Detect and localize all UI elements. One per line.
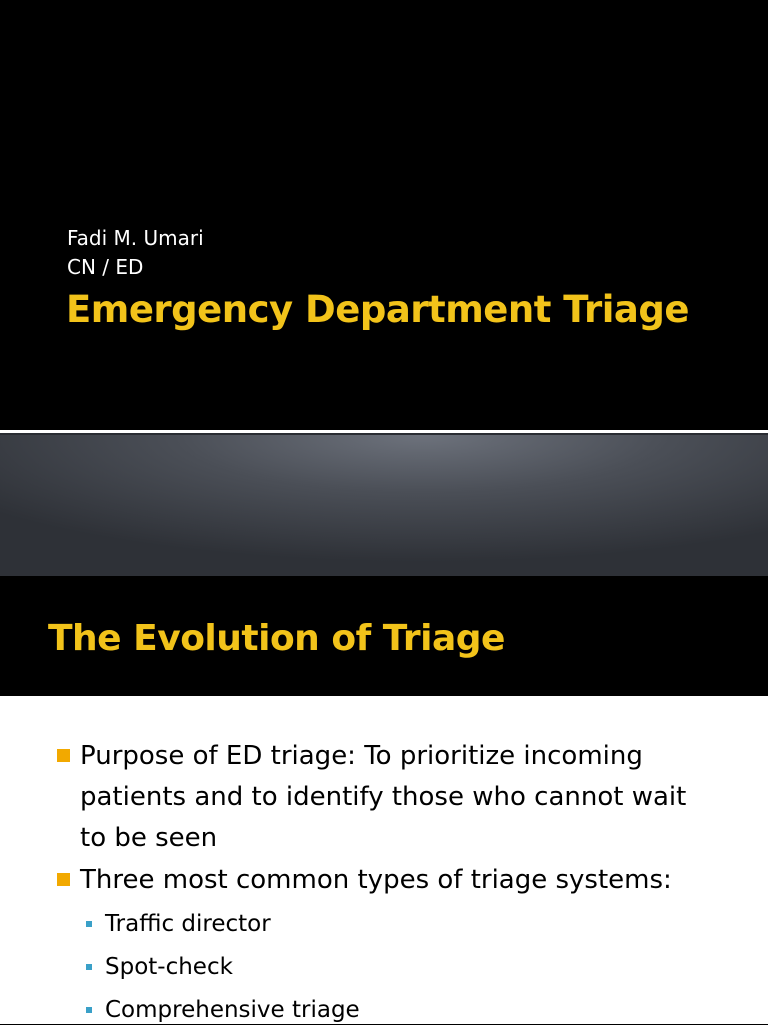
author-name: Fadi M. Umari — [67, 226, 204, 250]
small-square-bullet-icon — [86, 964, 92, 970]
slide-title: Emergency Department Triage — [66, 288, 689, 331]
author-role: CN / ED — [67, 255, 144, 279]
title-slide — [0, 0, 768, 430]
bullet-text: Purpose of ED triage: To prioritize incoming patients and to identify those who cannot wait to be seen — [80, 741, 687, 853]
slide-heading: The Evolution of Triage — [48, 618, 505, 659]
sub-bullet-text: Comprehensive triage — [105, 997, 360, 1023]
bullet-item — [80, 860, 740, 901]
author-block — [67, 224, 204, 282]
slide-header-band — [0, 435, 768, 576]
square-bullet-icon — [57, 749, 70, 762]
square-bullet-icon — [57, 873, 70, 886]
small-square-bullet-icon — [86, 921, 92, 927]
sub-bullet-text: Traffic director — [105, 911, 271, 937]
sub-bullet-text: Spot-check — [105, 954, 233, 980]
bullet-text: Three most common types of triage systems: — [80, 865, 672, 895]
bullet-item — [80, 736, 720, 859]
sub-bullet-item — [105, 909, 271, 939]
sub-bullet-item — [105, 995, 360, 1025]
sub-bullet-item — [105, 952, 233, 982]
small-square-bullet-icon — [86, 1007, 92, 1013]
